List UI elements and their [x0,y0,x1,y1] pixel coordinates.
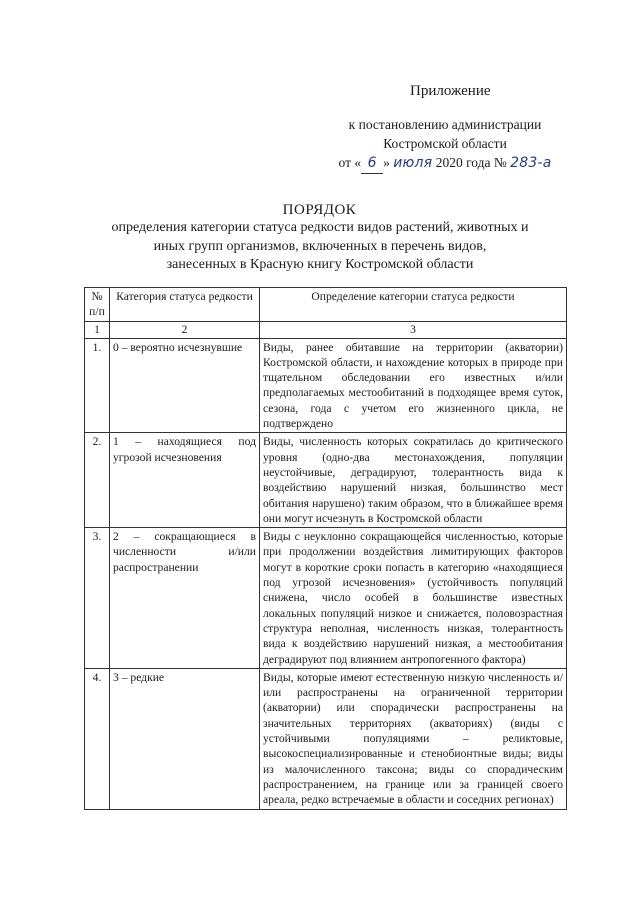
header-number: № п/п [85,288,110,322]
subtitle-line-1: определения категории статуса редкости видов растений, животных и [111,220,529,235]
header-category: Категория статуса редкости [110,288,260,322]
row-definition: Виды, которые имеют естественную низкую численность и/или распространены на ограниченной территории (акватории) или спорадически распространены на значительных территориях (акваториях) (виды с устойчивыми популяциями – реликтовые, высокоспециализированные и стенобионтные виды; виды из малочисленного таксона; виды со спорадическим распространением, на границе или за границей своего ареала, редко встречаемые в области и соседних регионах) [260,668,567,809]
document-subtitle [80,219,560,275]
table-row [85,668,567,809]
decree-reference [300,115,590,174]
header-definition: Определение категории статуса редкости [260,288,567,322]
column-number-row [85,321,567,338]
column-number-3: 3 [260,321,567,338]
row-number: 1. [85,338,110,433]
table-row [85,433,567,528]
document-title: ПОРЯДОК [282,202,357,218]
row-number: 4. [85,668,110,809]
row-category: 0 – вероятно исчезнувшие [110,338,260,433]
appendix-label: Приложение [410,83,491,99]
row-definition: Виды, ранее обитавшие на территории (акватории) Костромской области, и нахождение которых в природе при тщательном обследовании его известных и/или предполагаемых местообитаний в подходящее время суток, сезона, года с учетом его жизненного цикла, не подтверждено [260,338,567,433]
date-year: 2020 года № [435,155,507,170]
table-row [85,528,567,669]
decree-date-line [300,153,590,174]
date-day: 6 [361,154,383,174]
table-header-row [85,288,567,322]
subtitle-line-3: занесенных в Красную книгу Костромской области [166,257,474,272]
subtitle-line-2: иных групп организмов, включенных в перечень видов, [153,238,487,254]
decree-number: 283-а [510,155,552,171]
row-number: 2. [85,433,110,528]
row-category: 3 – редкие [110,668,260,809]
row-category: 1 – находящиеся под угрозой исчезновения [110,433,260,528]
row-definition: Виды, численность которых сократилась до критического уровня (одно-два местонахождения, популяции неустойчивые, деградируют, толерантность вида к воздействию нарушений низкая, большинство мест обитания нарушено) таким образом, что в ближайшее время они могут исчезнуть в Костромской области [260,433,567,528]
date-month: июля [393,155,433,171]
table-row [85,338,567,433]
rarity-category-table [84,287,567,810]
row-definition: Виды с неуклонно сокращающейся численностью, которые при продолжении воздействия лимитирующих факторов могут в короткие сроки попасть в категорию «находящиеся под угрозой исчезновения» (устойчивость популяций снижена, число особей в большинстве известных локальных популяций низкое и снижается, половозрастная структура неполная, численность низкая, толерантность вида к воздействию нарушений низкая, а местообитания деградируют под влиянием антропогенного фактора) [260,528,567,669]
column-number-1: 1 [85,321,110,338]
row-category: 2 – сокращающиеся в численности и/или распространении [110,528,260,669]
date-prefix: от « [338,155,362,170]
date-mid: » [383,155,390,170]
row-number: 3. [85,528,110,669]
decree-line-2: Костромской области [383,136,507,151]
column-number-2: 2 [110,321,260,338]
decree-line-1: к постановлению администрации [348,117,542,132]
